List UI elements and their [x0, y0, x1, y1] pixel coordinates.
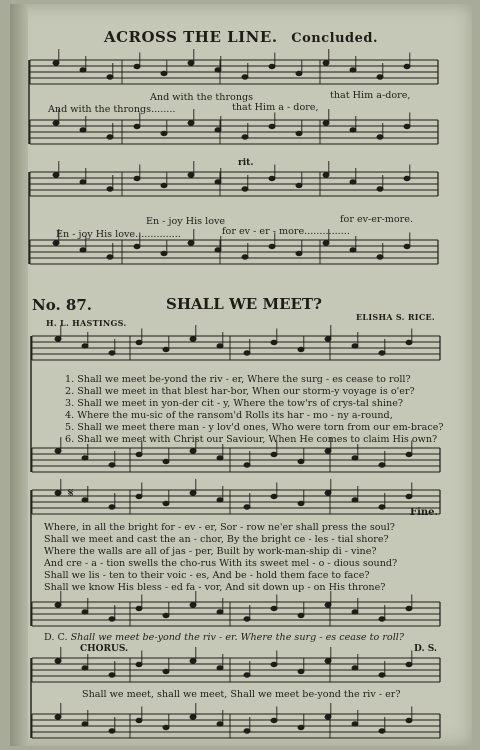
note-head	[217, 456, 223, 460]
note-head	[136, 606, 142, 610]
note-head	[188, 241, 194, 245]
note-head	[55, 449, 61, 453]
segno-sign: 𝄋	[68, 486, 74, 501]
note-head	[352, 344, 358, 348]
lyric-line: And with the throngs	[150, 92, 254, 103]
note-head	[352, 722, 358, 726]
note-head	[53, 241, 59, 245]
note-head	[188, 173, 194, 177]
fine-mark: Fine.	[410, 507, 439, 518]
note-head	[215, 248, 221, 252]
note-head	[296, 251, 302, 255]
note-head	[244, 505, 250, 509]
note-head	[325, 337, 331, 341]
chorus-label: CHORUS.	[80, 644, 129, 654]
note-head	[298, 347, 304, 351]
note-head	[352, 498, 358, 502]
note-head	[298, 501, 304, 505]
note-head	[217, 344, 223, 348]
note-head	[350, 180, 356, 184]
note-head	[377, 75, 383, 79]
note-head	[242, 187, 248, 191]
note-head	[82, 456, 88, 460]
note-head	[136, 662, 142, 666]
note-head	[163, 669, 169, 673]
note-head	[188, 121, 194, 125]
note-head	[325, 659, 331, 663]
dal-segno-mark: D. S.	[414, 644, 438, 654]
note-head	[136, 718, 142, 722]
note-head	[80, 128, 86, 132]
note-head	[269, 64, 275, 68]
note-head	[323, 241, 329, 245]
lyric-line: for ev-er-more.	[340, 214, 413, 225]
lyric-line: that Him a-dore,	[330, 90, 411, 101]
note-head	[134, 176, 140, 180]
note-head	[298, 669, 304, 673]
refrain-line: Shall we know His bless - ed fa - vor, And sit down up - on His throne?	[44, 582, 386, 593]
note-head	[242, 135, 248, 139]
note-head	[325, 603, 331, 607]
note-head	[215, 68, 221, 72]
note-head	[271, 340, 277, 344]
verse-line: 1. Shall we meet be-yond the riv - er, Where the surg - es cease to roll?	[65, 374, 411, 385]
note-head	[53, 121, 59, 125]
note-head	[404, 176, 410, 180]
note-head	[109, 463, 115, 467]
note-head	[269, 176, 275, 180]
note-head	[271, 452, 277, 456]
note-head	[217, 666, 223, 670]
note-head	[298, 459, 304, 463]
note-head	[53, 173, 59, 177]
note-head	[136, 340, 142, 344]
note-head	[215, 180, 221, 184]
note-head	[190, 449, 196, 453]
note-head	[161, 183, 167, 187]
lyric-line: for ev - er - more...............	[222, 226, 350, 237]
note-head	[109, 673, 115, 677]
note-head	[352, 610, 358, 614]
note-head	[244, 729, 250, 733]
note-head	[134, 124, 140, 128]
note-head	[271, 718, 277, 722]
composer-credit: ELISHA S. RICE.	[356, 312, 435, 322]
note-head	[109, 505, 115, 509]
note-head	[163, 347, 169, 351]
note-head	[190, 603, 196, 607]
note-head	[404, 124, 410, 128]
note-head	[325, 715, 331, 719]
note-head	[190, 659, 196, 663]
note-head	[406, 340, 412, 344]
note-head	[404, 64, 410, 68]
note-head	[190, 715, 196, 719]
note-head	[244, 617, 250, 621]
note-head	[296, 183, 302, 187]
note-head	[298, 725, 304, 729]
note-head	[217, 498, 223, 502]
lyric-line: En - joy His love...............	[56, 229, 181, 240]
note-head	[190, 491, 196, 495]
lyric-line: that Him a - dore,	[232, 102, 319, 113]
note-head	[163, 725, 169, 729]
lyric-line: And with the throngs........	[48, 104, 176, 115]
note-head	[350, 248, 356, 252]
hymn-title: SHALL WE MEET?	[166, 295, 322, 313]
verse-line: 6. Shall we meet with Christ our Saviour, When He comes to claim His own?	[65, 434, 438, 445]
note-head	[325, 449, 331, 453]
note-head	[109, 351, 115, 355]
note-head	[271, 606, 277, 610]
note-head	[109, 617, 115, 621]
note-head	[271, 662, 277, 666]
note-head	[406, 662, 412, 666]
note-head	[53, 61, 59, 65]
note-head	[296, 71, 302, 75]
note-head	[55, 659, 61, 663]
note-head	[379, 505, 385, 509]
hymnal-page	[10, 4, 472, 746]
note-head	[109, 729, 115, 733]
note-head	[55, 337, 61, 341]
refrain-line: And cre - a - tion swells the cho-rus With its sweet mel - o - dious sound?	[44, 558, 398, 569]
note-head	[379, 351, 385, 355]
refrain-line: Where, in all the bright for - ev - er, Sor - row ne'er shall press the soul?	[44, 522, 395, 533]
note-head	[217, 722, 223, 726]
note-head	[379, 463, 385, 467]
note-head	[244, 673, 250, 677]
note-head	[136, 494, 142, 498]
note-head	[107, 135, 113, 139]
note-head	[298, 613, 304, 617]
ritardando-mark: rit.	[238, 158, 254, 168]
verse-line: 2. Shall we meet in that blest har-bor, When our storm-y voyage is o'er?	[65, 386, 415, 397]
note-head	[217, 610, 223, 614]
note-head	[244, 351, 250, 355]
note-head	[107, 255, 113, 259]
note-head	[80, 180, 86, 184]
note-head	[379, 673, 385, 677]
note-head	[379, 729, 385, 733]
note-head	[163, 459, 169, 463]
note-head	[406, 452, 412, 456]
verse-line: 5. Shall we meet there man - y lov'd ones, Who were torn from our em-brace?	[65, 422, 444, 433]
note-head	[161, 71, 167, 75]
note-head	[55, 715, 61, 719]
verse-line: 4. Where the mu-sic of the ransom'd Rolls its har - mo - ny a-round,	[65, 410, 393, 421]
note-head	[323, 121, 329, 125]
note-head	[406, 718, 412, 722]
note-head	[377, 187, 383, 191]
refrain-line: Shall we meet and cast the an - chor, By the bright ce - les - tial shore?	[44, 534, 389, 545]
note-head	[82, 344, 88, 348]
song-title: ACROSS THE LINE.	[103, 28, 278, 46]
dal-capo-line	[44, 632, 404, 643]
note-head	[406, 606, 412, 610]
note-head	[271, 494, 277, 498]
note-head	[242, 255, 248, 259]
note-head	[215, 128, 221, 132]
note-head	[82, 498, 88, 502]
note-head	[352, 666, 358, 670]
note-head	[404, 244, 410, 248]
song-subtitle: Concluded.	[291, 31, 379, 46]
note-head	[323, 61, 329, 65]
note-head	[163, 613, 169, 617]
note-head	[82, 722, 88, 726]
dc-prefix: D. C.	[44, 632, 68, 643]
note-head	[134, 244, 140, 248]
note-head	[82, 610, 88, 614]
note-head	[379, 617, 385, 621]
note-head	[188, 61, 194, 65]
dc-lyric: Shall we meet be-yond the riv - er. Where the surg - es cease to roll?	[70, 632, 404, 643]
note-head	[161, 251, 167, 255]
note-head	[55, 603, 61, 607]
note-head	[107, 75, 113, 79]
note-head	[352, 456, 358, 460]
note-head	[244, 463, 250, 467]
note-head	[350, 68, 356, 72]
note-head	[55, 491, 61, 495]
note-head	[350, 128, 356, 132]
chorus-line: Shall we meet, shall we meet, Shall we meet be-yond the riv - er?	[82, 689, 401, 700]
refrain-line: Shall we lis - ten to their voic - es, And be - hold them face to face?	[44, 570, 370, 581]
note-head	[269, 244, 275, 248]
note-head	[80, 68, 86, 72]
note-head	[136, 452, 142, 456]
note-head	[242, 75, 248, 79]
note-head	[323, 173, 329, 177]
note-head	[80, 248, 86, 252]
note-head	[82, 666, 88, 670]
note-head	[269, 124, 275, 128]
note-head	[325, 491, 331, 495]
lyric-line: En - joy His love	[146, 216, 226, 227]
note-head	[161, 131, 167, 135]
note-head	[107, 187, 113, 191]
refrain-line: Where the walls are all of jas - per, Built by work-man-ship di - vine?	[44, 546, 377, 557]
note-head	[134, 64, 140, 68]
hymn-number: No. 87.	[32, 296, 92, 314]
note-head	[377, 255, 383, 259]
note-head	[296, 131, 302, 135]
verse-line: 3. Shall we meet in yon-der cit - y, Where the tow'rs of crys-tal shine?	[65, 398, 404, 409]
note-head	[163, 501, 169, 505]
note-head	[406, 494, 412, 498]
note-head	[190, 337, 196, 341]
lyricist-credit: H. L. HASTINGS.	[46, 318, 127, 328]
note-head	[377, 135, 383, 139]
